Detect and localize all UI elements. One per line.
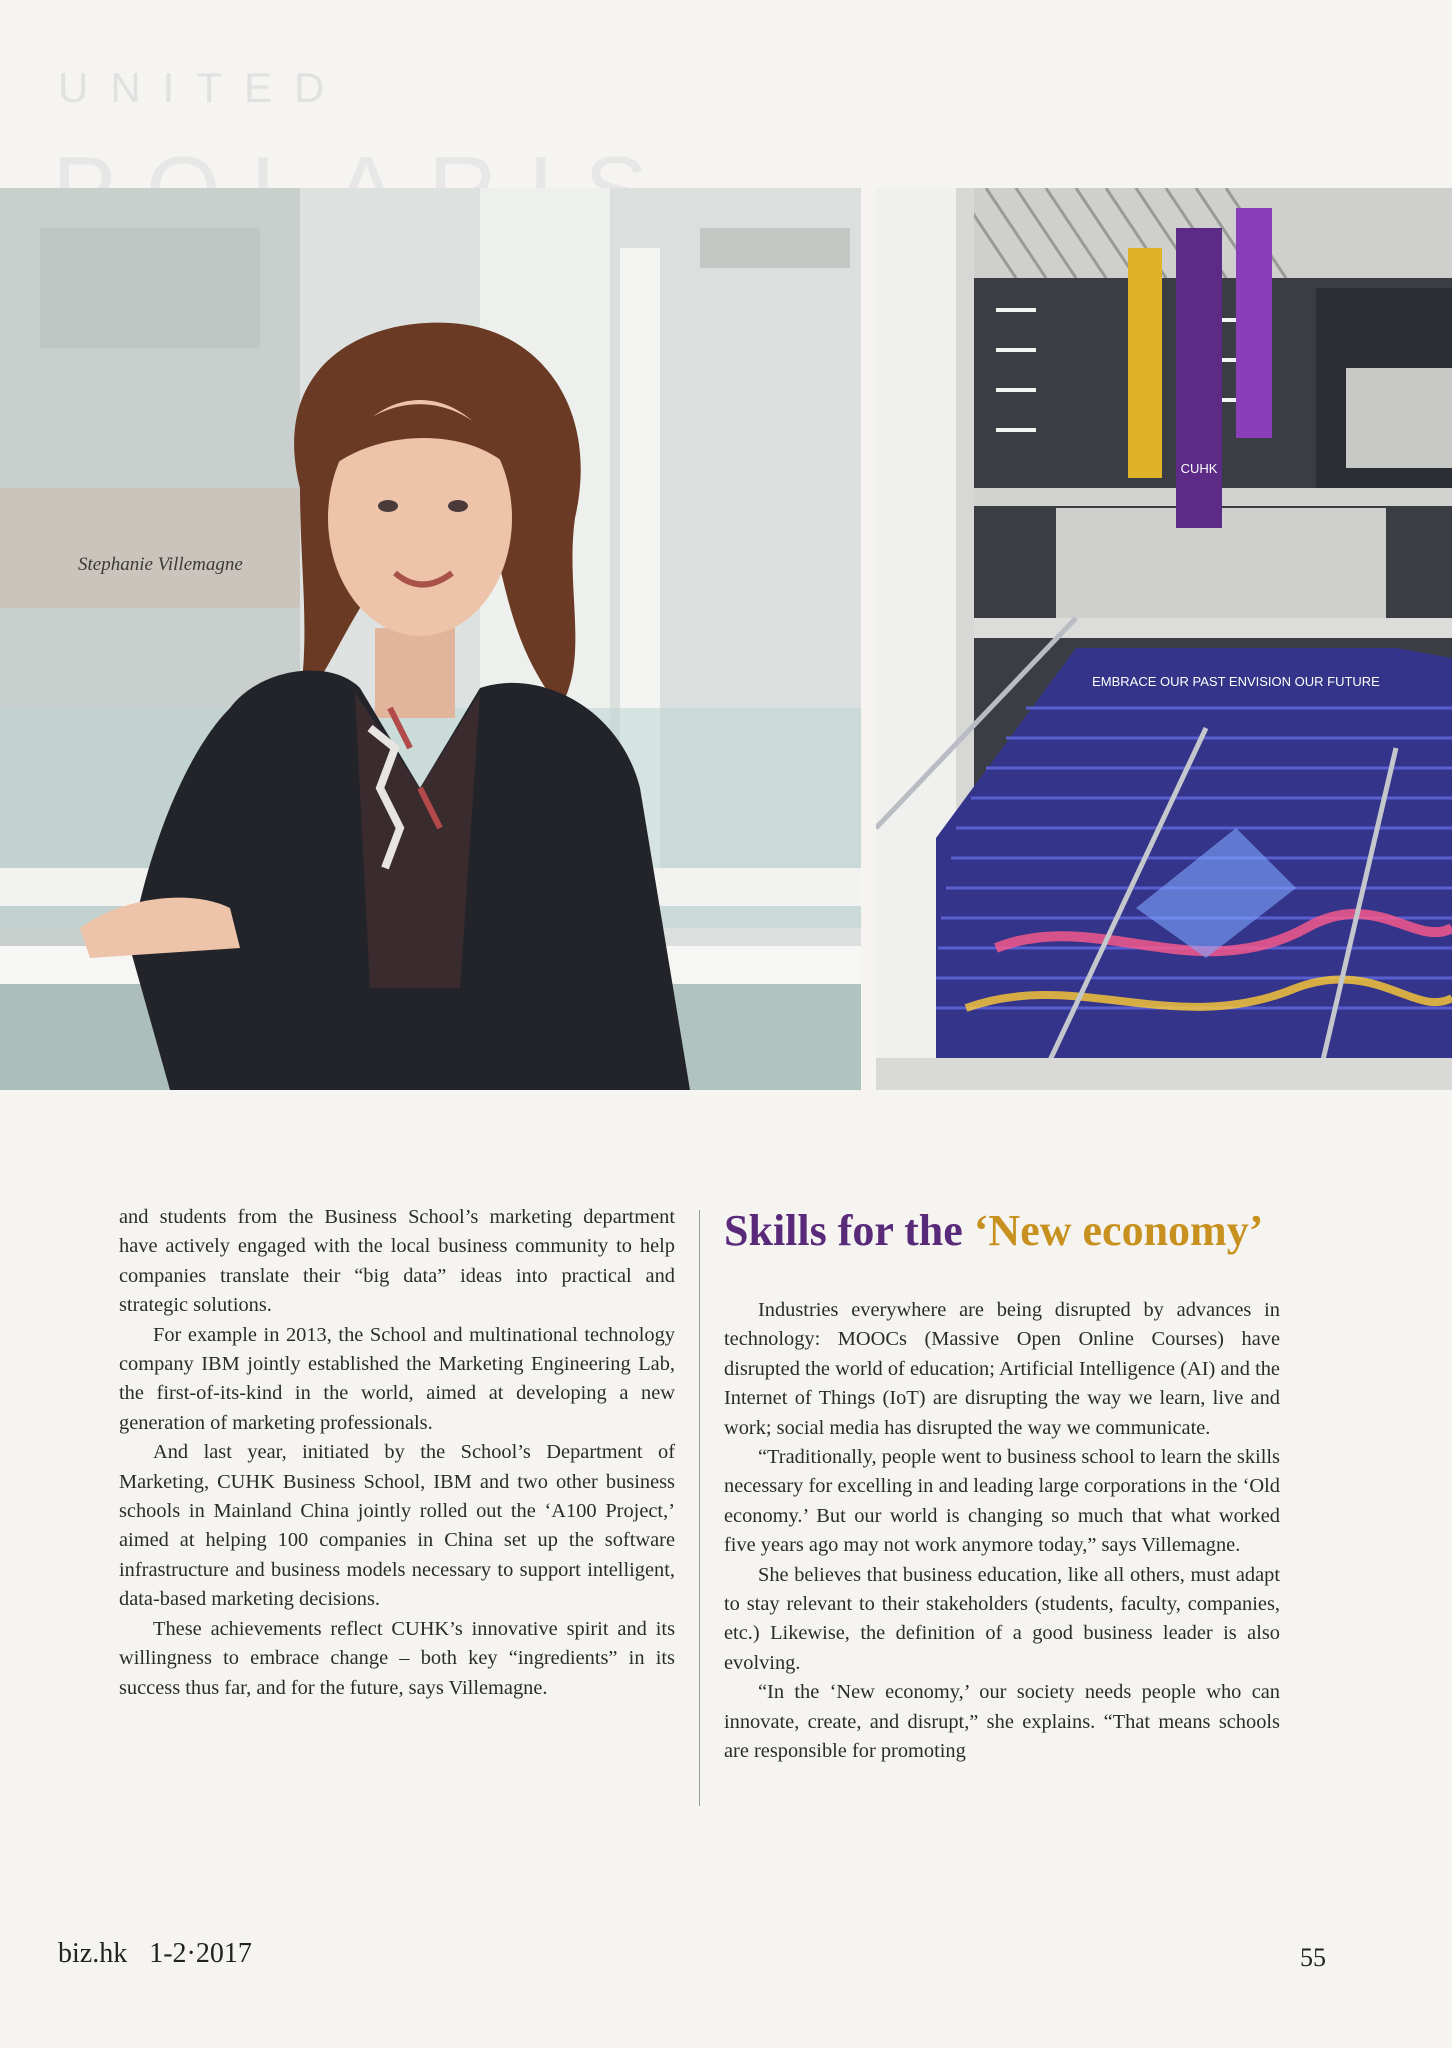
- left-text-column: [119, 1203, 675, 1703]
- footer-publication: [58, 1938, 252, 1970]
- left-paragraph-2: For example in 2013, the School and multinational technology company IBM jointly established the Marketing Engineering Lab, the first-of-its-kind in the world, aimed at developing a new generation of marketing professionals.: [119, 1323, 675, 1434]
- right-text-column: [724, 1296, 1280, 1767]
- publication-name: biz.hk: [58, 1938, 128, 1969]
- left-paragraph-3: And last year, initiated by the School’s Department of Marketing, CUHK Business School, IBM and two other business schools in Mainland China jointly rolled out the ‘A100 Project,’ aimed at helping 100 companies in China set up the software infrastructure and business models necessary to support intelligent, data-based marketing decisions.: [119, 1441, 675, 1611]
- portrait-photo: [0, 188, 861, 1090]
- page-number: 55: [1300, 1943, 1326, 1972]
- heading-part-1: Skills for the: [724, 1206, 974, 1255]
- staircase-slogan: EMBRACE OUR PAST ENVISION OUR FUTURE: [1092, 674, 1380, 689]
- right-paragraph-3: She believes that business education, like all others, must adapt to stay relevant to their stakeholders (students, faculty, companies, etc.) Likewise, the definition of a good business leader is also evolving.: [724, 1563, 1280, 1674]
- left-paragraph-1: and students from the Business School’s marketing department have actively engaged with the local business community to help companies translate their “big data” ideas into practical and strategic solutions.: [119, 1206, 675, 1317]
- photo-caption: Stephanie Villemagne: [78, 554, 243, 575]
- section-heading: [724, 1205, 1263, 1256]
- atrium-staircase-photo: [876, 188, 1452, 1090]
- right-paragraph-2: “Traditionally, people went to business school to learn the skills necessary for excelling in and leading large corporations in the ‘Old economy.’ But our world is changing so much that what worked five years ago may not work anymore today,” says Villemagne.: [724, 1446, 1280, 1557]
- column-divider: [699, 1210, 700, 1806]
- heading-part-2: ‘New economy’: [973, 1206, 1264, 1255]
- banner-label: CUHK: [1180, 461, 1218, 476]
- left-paragraph-4: These achievements reflect CUHK’s innovative spirit and its willingness to embrace change – both key “ingredients” in its success thus far, and for the future, says Villemagne.: [119, 1617, 675, 1699]
- right-paragraph-4: “In the ‘New economy,’ our society needs people who can innovate, create, and disrupt,” she explains. “That means schools are responsible for promoting: [724, 1681, 1280, 1763]
- background-brand-text: UNITED: [58, 64, 347, 111]
- issue-date: 1-2·2017: [149, 1938, 252, 1969]
- right-paragraph-1: Industries everywhere are being disrupted by advances in technology: MOOCs (Massive Open Online Courses) have disrupted the world of education; Artificial Intelligence (AI) and the Internet of Things (IoT) are disrupting the way we learn, live and work; social media has disrupted the way we communicate.: [724, 1299, 1280, 1439]
